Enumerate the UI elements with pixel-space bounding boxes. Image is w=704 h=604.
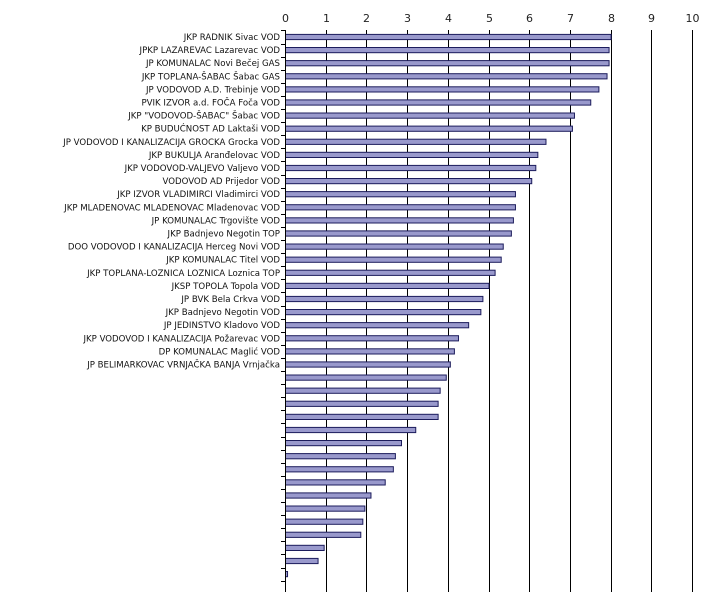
- bar-30: [286, 427, 416, 432]
- bar-3: [286, 74, 608, 79]
- x-tick-label-10: 10: [685, 12, 700, 25]
- x-tick-label-8: 8: [608, 12, 615, 25]
- bar-1: [286, 48, 610, 53]
- bar-17: [286, 257, 502, 262]
- category-label: JP VODOVOD I KANALIZACIJA GROCKA Grocka VOD: [63, 137, 280, 148]
- bar-40: [286, 558, 319, 563]
- category-label: JKP TOPLANA-LOZNICA LOZNICA Loznica TOP: [87, 268, 280, 279]
- bar-26: [286, 375, 447, 380]
- bar-11: [286, 179, 532, 184]
- bar-19: [286, 283, 490, 288]
- category-label: JP BVK Bela Crkva VOD: [181, 295, 280, 305]
- x-tick-label-5: 5: [486, 12, 493, 25]
- bar-0: [286, 34, 612, 39]
- category-label: JP KOMUNALAC Trgovište VOD: [151, 216, 280, 227]
- category-label: JP BELIMARKOVAC VRNJAČKA BANJA Vrnjačka: [87, 360, 280, 371]
- category-label: JKP KOMUNALAC Titel VOD: [166, 255, 280, 266]
- x-tick-label-6: 6: [526, 12, 533, 25]
- category-label: JKP MLADENOVAC MLADENOVAC Mladenovac VOD: [64, 203, 280, 214]
- bar-10: [286, 165, 536, 170]
- category-label: JKSP TOPOLA Topola VOD: [171, 281, 280, 292]
- x-tick-label-9: 9: [648, 12, 655, 25]
- bar-18: [286, 270, 496, 275]
- category-label: JP JEDINSTVO Kladovo VOD: [163, 321, 280, 332]
- bar-25: [286, 362, 451, 367]
- bar-33: [286, 467, 394, 472]
- x-tick-label-7: 7: [567, 12, 574, 25]
- x-tick-label-0: 0: [282, 12, 289, 25]
- bar-39: [286, 545, 325, 550]
- category-label: JKP Badnjevo Negotin TOP: [167, 229, 280, 240]
- bar-37: [286, 519, 363, 524]
- bar-27: [286, 388, 441, 393]
- x-axis-tick-labels: [282, 12, 700, 25]
- bar-22: [286, 323, 469, 328]
- bar-36: [286, 506, 365, 511]
- bar-34: [286, 480, 386, 485]
- category-label: DP KOMUNALAC Maglić VOD: [158, 347, 280, 358]
- x-tick-label-3: 3: [404, 12, 411, 25]
- bar-21: [286, 310, 481, 315]
- bar-38: [286, 532, 361, 537]
- bar-12: [286, 192, 516, 197]
- bar-31: [286, 441, 402, 446]
- bar-15: [286, 231, 512, 236]
- category-label: JPKP LAZAREVAC Lazarevac VOD: [139, 46, 280, 57]
- bar-28: [286, 401, 439, 406]
- category-label: KP BUDUĆNOST AD Laktaši VOD: [141, 124, 280, 135]
- bar-24: [286, 349, 455, 354]
- category-label: JKP "VODOVOD-ŠABAC" Šabac VOD: [128, 111, 280, 122]
- bar-7: [286, 126, 573, 131]
- bar-20: [286, 296, 483, 301]
- bar-4: [286, 87, 599, 92]
- bar-16: [286, 244, 504, 249]
- category-label: JP KOMUNALAC Novi Bečej GAS: [145, 59, 280, 70]
- category-label: JKP Badnjevo Negotin VOD: [165, 308, 280, 319]
- category-label: PVIK IZVOR a.d. FOČA Foča VOD: [141, 98, 280, 109]
- x-tick-label-4: 4: [445, 12, 452, 25]
- bar-14: [286, 218, 514, 223]
- category-label: JKP BUKULJA Aranđelovac VOD: [148, 150, 280, 161]
- category-labels: [62, 33, 280, 371]
- x-tick-label-2: 2: [363, 12, 370, 25]
- bar-9: [286, 152, 538, 157]
- bar-8: [286, 139, 546, 144]
- category-label: DOO VODOVOD I KANALIZACIJA Herceg Novi VOD: [67, 242, 280, 253]
- bar-23: [286, 336, 459, 341]
- category-label: JP VODOVOD A.D. Trebinje VOD: [146, 85, 280, 96]
- category-label: JKP IZVOR VLADIMIRCI Vladimirci VOD: [117, 190, 280, 201]
- category-label: VODOVOD AD Prijedor VOD: [162, 177, 280, 188]
- bar-35: [286, 493, 371, 498]
- category-label: JKP VODOVOD-VALJEVO Valjevo VOD: [124, 164, 280, 174]
- bar-6: [286, 113, 575, 118]
- bar-2: [286, 61, 610, 66]
- category-label: JKP RADNIK Sivac VOD: [183, 33, 280, 43]
- bar-13: [286, 205, 516, 210]
- category-label: JKP VODOVOD I KANALIZACIJA Požarevac VOD: [83, 334, 280, 345]
- x-tick-label-1: 1: [323, 12, 330, 25]
- category-label: JKP TOPLANA-ŠABAC Šabac GAS: [141, 72, 280, 83]
- y-axis-tick-marks: [281, 31, 285, 582]
- bar-5: [286, 100, 591, 105]
- bar-32: [286, 454, 396, 459]
- bar-29: [286, 414, 439, 419]
